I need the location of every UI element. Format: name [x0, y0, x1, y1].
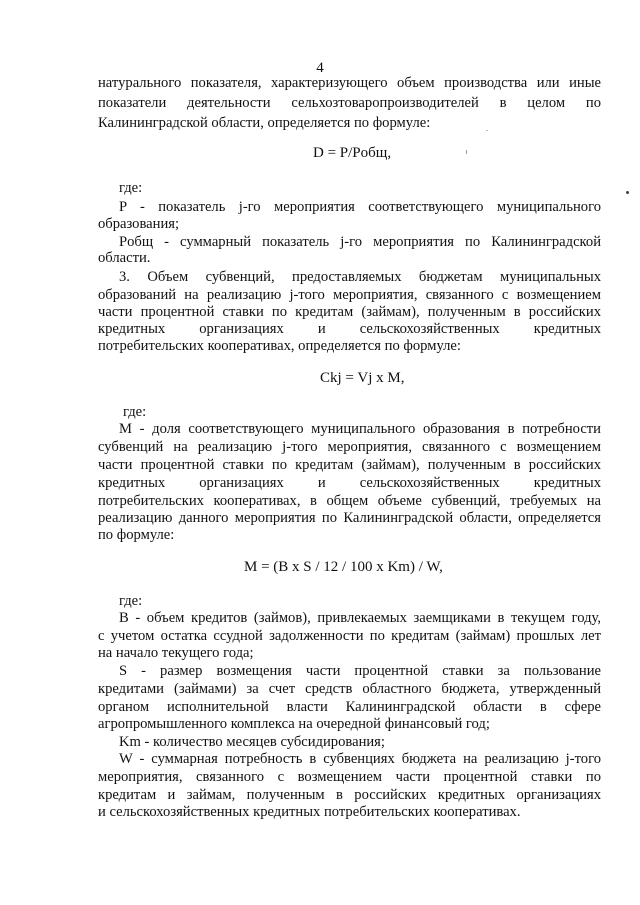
text-line: агропромышленного комплекса на очередной финансовый год;: [98, 716, 490, 732]
text-line: кредитами (займами) за счет средств областного бюджета, утвержденный: [98, 681, 601, 697]
text-line: образований на реализацию j-того мероприятия, связанного с возмещением: [98, 287, 601, 303]
text-line: образования;: [98, 216, 180, 232]
page-number: 4: [316, 60, 324, 76]
text-line: M - доля соответствующего муниципального образования в потребности: [119, 421, 601, 437]
text-line: и сельскохозяйственных кредитных потребительских кооперативах.: [98, 804, 521, 820]
where-label: где:: [123, 404, 147, 420]
text-line: мероприятия, связанного с возмещением части процентной ставки по: [98, 769, 601, 785]
text-line: Калининградской области, определяется по формуле:: [98, 115, 431, 131]
formula-ckj: Ckj = Vj x M,: [320, 370, 405, 386]
text-line: потребительских кооперативах, в общем объеме субвенций, требуемых на: [98, 493, 601, 509]
scan-speck: [466, 150, 467, 154]
text-line: на начало текущего года;: [98, 645, 254, 661]
text-line: потребительских кооперативах, определяется по формуле:: [98, 338, 461, 354]
text-line: реализацию данного мероприятия по Калининградской области, определяется: [98, 510, 601, 526]
text-line: Pобщ - суммарный показатель j-го мероприятия по Калининградской: [119, 234, 601, 250]
scan-speck: [486, 130, 488, 131]
text-line: Km - количество месяцев субсидирования;: [119, 734, 385, 750]
scan-speck: [626, 191, 629, 194]
where-label: где:: [119, 593, 143, 609]
text-line: субвенций на реализацию j-того мероприятия, связанного с возмещением: [98, 439, 601, 455]
text-line: части процентной ставки по кредитам (займам), полученным в российских: [98, 304, 601, 320]
text-line: P - показатель j-го мероприятия соответствующего муниципального: [119, 199, 601, 215]
text-line: W - суммарная потребность в субвенциях бюджета на реализацию j-того: [119, 751, 601, 767]
text-line: области.: [98, 250, 151, 266]
formula-m: M = (B x S / 12 / 100 x Km) / W,: [244, 559, 443, 575]
text-line: органом исполнительной власти Калининградской области в сфере: [98, 699, 601, 715]
text-line: кредитных организациях и сельскохозяйственных кредитных: [98, 321, 601, 337]
text-line: кредитам и займам, полученным в российских кредитных организациях: [98, 787, 601, 803]
paragraph-3-line: 3. Объем субвенций, предоставляемых бюджетам муниципальных: [119, 269, 601, 285]
text-line: показатели деятельности сельхозтоваропроизводителей в целом по: [98, 95, 601, 111]
text-line: B - объем кредитов (займов), привлекаемых заемщиками в текущем году,: [119, 610, 601, 626]
text-line: натурального показателя, характеризующего объем производства или иные: [98, 75, 601, 91]
text-line: S - размер возмещения части процентной ставки за пользование: [119, 663, 601, 679]
text-line: с учетом остатка ссудной задолженности по кредитам (займам) прошлых лет: [98, 628, 601, 644]
text-line: по формуле:: [98, 527, 175, 543]
text-line: части процентной ставки по кредитам (займам), полученным в российских: [98, 457, 601, 473]
text-line: кредитных организациях и сельскохозяйственных кредитных: [98, 475, 601, 491]
where-label: где:: [119, 180, 143, 196]
formula-d: D = P/Pобщ,: [313, 145, 392, 161]
